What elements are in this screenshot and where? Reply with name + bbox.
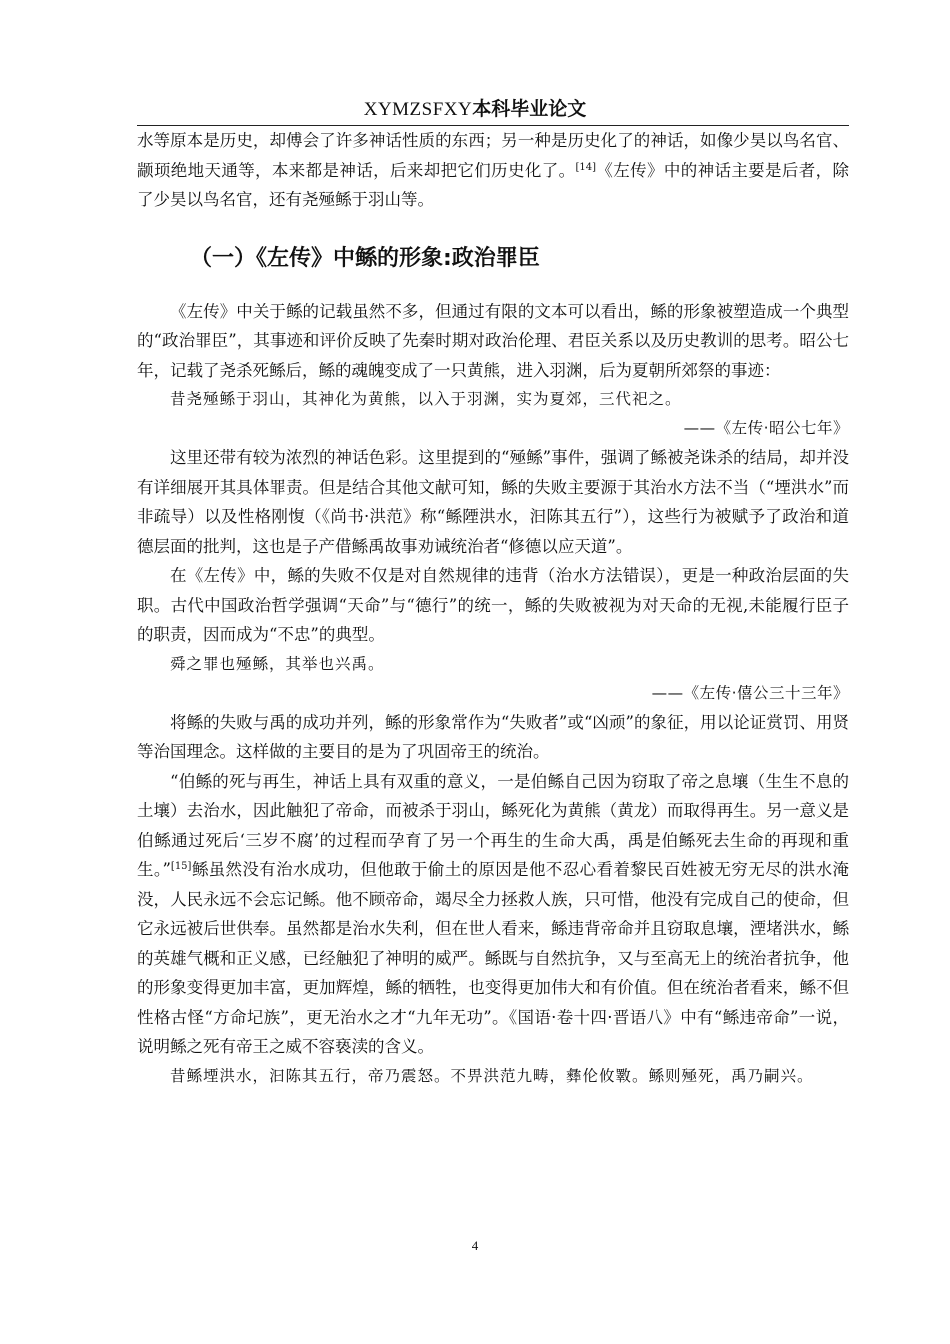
citation-ref: [14]	[575, 161, 597, 173]
quote-source: ——《左传·昭公七年》	[683, 419, 849, 437]
paragraph-text: 鲧虽然没有治水成功，但他敢于偷土的原因是他不忍心看着黎民百姓被无穷无尽的洪水淹没，人民永远不会忘记鲧。他不顾帝命，竭尽全力拯救人族，只可惜，他没有完成自己的使命，但它永远被后世供奉。虽然都是治水失利，但在世人看来，鲧违背帝命并且窃取息壤，湮堵洪水，鲧的英雄气概和正义感，已经触犯了神明的威严。鲧既与自然抗争，又与至高无上的统治者抗争，他的形象变得更加丰富，更加辉煌，鲧的牺牲，也变得更加伟大和有价值。但在统治者看来，鲧不但性格古怪“方命圮族”，更无治水之才“九年无功”。《国语·卷十四·晋语八》中有“鲧违帝命”一说，说明鲧之死有帝王之威不容亵渎的含义。	[137, 860, 850, 1056]
body-paragraph: 将鲧的失败与禹的成功并列，鲧的形象常作为“失败者”或“凶顽”的象征，用以论证赏罚、用贤等治国理念。这样做的主要目的是为了巩固帝王的统治。	[137, 712, 849, 761]
body-paragraph	[137, 767, 849, 1062]
page-number: 4	[471, 1238, 479, 1253]
paragraph-text: 《左传》中的神话主要是后者，除了少昊以鸟名官，还有尧殛鲧于羽山等。	[137, 160, 850, 209]
block-quote: 舜之罪也殛鲧，其举也兴禹。	[170, 654, 385, 673]
paragraph-text: 水等原本是历史，却傅会了许多神话性质的东西；另一种是历史化了的神话，如像少昊以鸟名官、颛顼绝地天通等，本来都是神话，后来却把它们历史化了。	[137, 131, 849, 180]
block-quote: 昔鲧堙洪水，汩陈其五行，帝乃震怒。不畀洪范九畴，彝伦攸斁。鲧则殛死，禹乃嗣兴。	[170, 1066, 814, 1085]
body-paragraph: 在《左传》中，鲧的失败不仅是对自然规律的违背（治水方法错误），更是一种政治层面的失职。古代中国政治哲学强调“天命”与“德行”的统一，鲧的失败被视为对天命的无视,未能履行臣子的职责，因而成为“不忠”的典型。	[137, 566, 849, 644]
citation-ref: [15]	[170, 861, 192, 872]
page-body	[137, 126, 849, 1091]
header-title: 本科毕业论文	[472, 98, 587, 120]
paragraph-text: “伯鲧的死与再生，神话上具有双重的意义，一是伯鲧自己因为窃取了帝之息壤（生生不息的土壤）去治水，因此触犯了帝命，而被杀于羽山，鲧死化为黄熊（黄龙）而取得再生。另一意义是伯鲧通过死后‘三岁不腐’的过程而孕育了另一个再生的生命大禹，禹是伯鲧死去生命的再现和重生。”	[137, 771, 849, 879]
section-heading: （一）《左传》中鲧的形象:政治罪臣	[190, 245, 540, 271]
paragraph-continuation	[137, 126, 849, 215]
header-code: XYMZSFXY	[363, 99, 473, 120]
body-paragraph: 《左传》中关于鲧的记载虽然不多，但通过有限的文本可以看出，鲧的形象被塑造成一个典型的“政治罪臣”，其事迹和评价反映了先秦时期对政治伦理、君臣关系以及历史教训的思考。昭公七年，记载了尧杀死鲧后，鲧的魂魄变成了一只黄熊，进入羽渊，后为夏朝所郊祭的事迹：	[137, 301, 849, 380]
body-paragraph: 这里还带有较为浓烈的神话色彩。这里提到的“殛鲧”事件，强调了鲧被尧诛杀的结局，却并没有详细展开其具体罪责。但是结合其他文献可知，鲧的失败主要源于其治水方法不当（“堙洪水”而非疏导）以及性格刚愎（《尚书·洪范》称“鲧陻洪水，汩陈其五行”），这些行为被赋予了政治和道德层面的批判，这也是子产借鲧禹故事劝诫统治者“修德以应天道”。	[137, 448, 849, 556]
page-header	[0, 97, 950, 122]
block-quote: 昔尧殛鲧于羽山，其神化为黄熊，以入于羽渊，实为夏郊，三代祀之。	[170, 390, 682, 408]
quote-source: ——《左传·僖公三十三年》	[651, 683, 849, 702]
